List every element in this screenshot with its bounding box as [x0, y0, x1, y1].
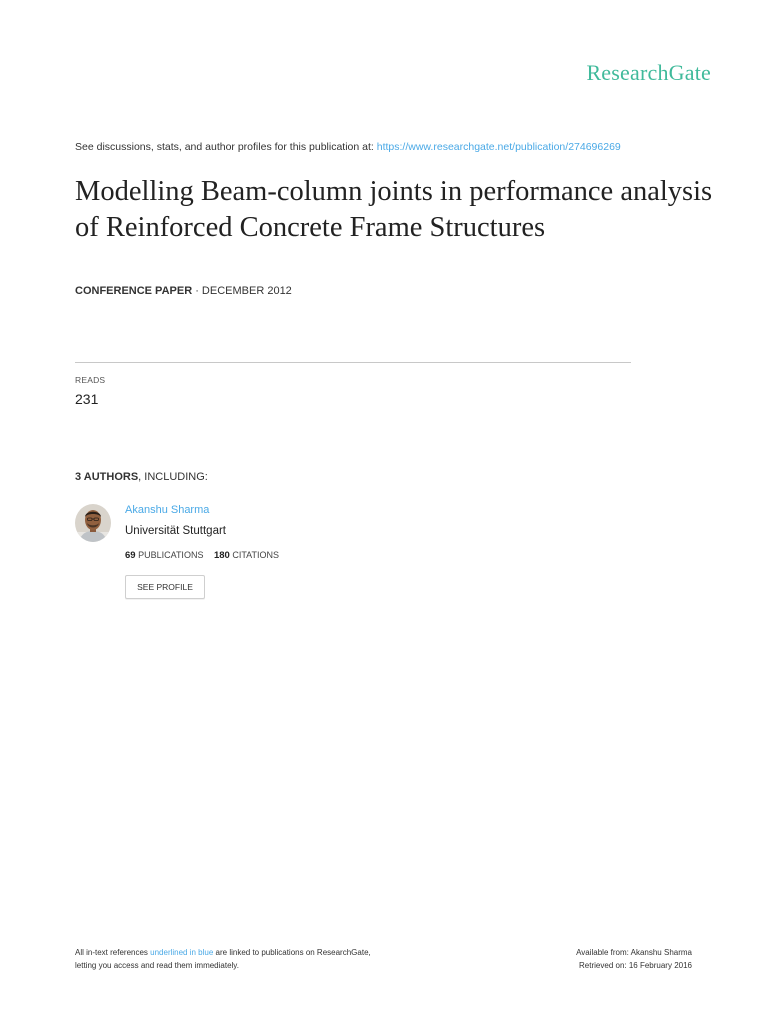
- authors-including: , INCLUDING:: [138, 471, 208, 483]
- footer-note-start: All in-text references: [75, 948, 151, 957]
- author-institution: Universität Stuttgart: [125, 525, 226, 537]
- publication-type-line: [75, 285, 292, 297]
- reads-count: 231: [75, 391, 99, 407]
- see-profile-button[interactable]: SEE PROFILE: [125, 575, 205, 599]
- discussion-prefix: See discussions, stats, and author profiles for this publication at:: [75, 141, 377, 153]
- publications-label: PUBLICATIONS: [138, 550, 204, 560]
- reads-label: READS: [75, 375, 106, 385]
- publication-date: · DECEMBER 2012: [192, 285, 292, 297]
- author-stats: [125, 550, 279, 561]
- footer-note-end: are linked to publications on ResearchGate,: [213, 948, 371, 957]
- citations-count: 180: [213, 550, 230, 561]
- footer-availability: [576, 946, 692, 972]
- authors-count: 3 AUTHORS: [75, 471, 139, 483]
- publication-url-link[interactable]: https://www.researchgate.net/publication/274696269: [376, 141, 621, 153]
- citations-label: CITATIONS: [232, 550, 280, 560]
- available-from: Available from: Akanshu Sharma: [576, 948, 692, 957]
- discussion-notice: [75, 141, 621, 153]
- author-name-link[interactable]: Akanshu Sharma: [125, 504, 210, 516]
- retrieved-on: Retrieved on: 16 February 2016: [579, 961, 692, 970]
- author-avatar[interactable]: [75, 504, 111, 542]
- publication-title: Modelling Beam-column joints in performance analysis of Reinforced Concrete Frame Structures: [75, 176, 713, 243]
- footer-underlined-text: underlined in blue: [150, 948, 214, 957]
- authors-heading: [75, 471, 208, 483]
- section-divider: [75, 362, 631, 363]
- author-photo: [75, 504, 111, 542]
- publications-count: 69: [125, 550, 136, 561]
- researchgate-logo[interactable]: ResearchGate: [586, 60, 711, 85]
- footer-note-line2: letting you access and read them immediately.: [75, 961, 239, 970]
- footer-references-note: [75, 946, 371, 972]
- publication-type: CONFERENCE PAPER: [75, 285, 193, 297]
